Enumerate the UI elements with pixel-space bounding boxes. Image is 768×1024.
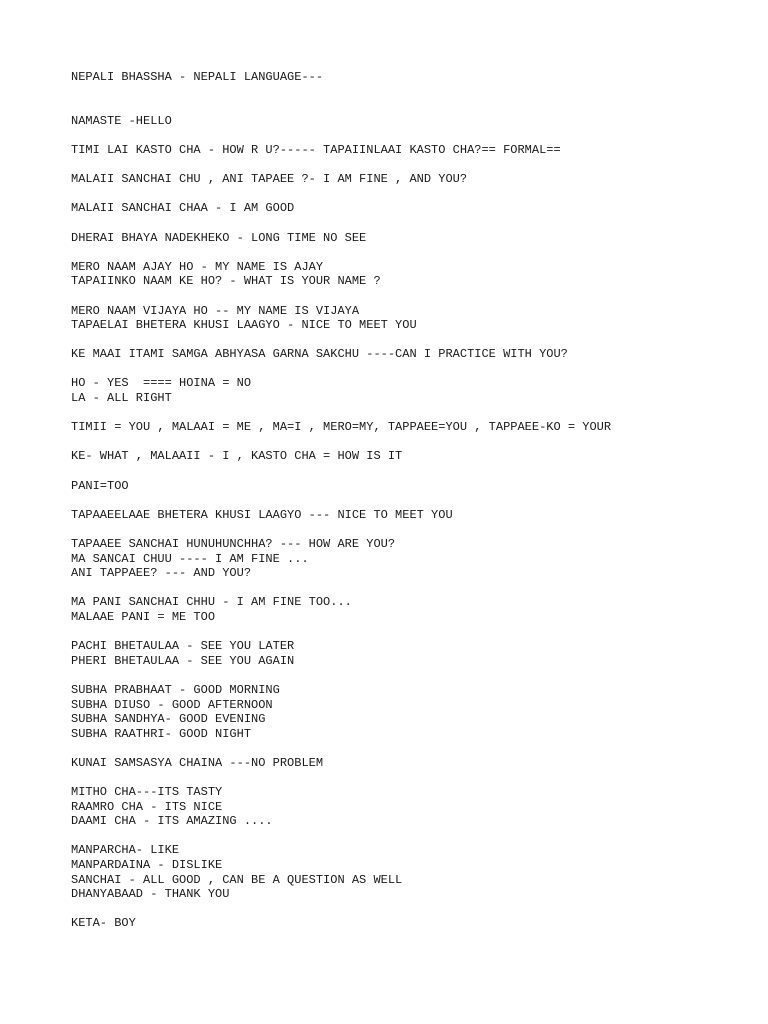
phrase-line: MA PANI SANCHAI CHHU - I AM FINE TOO... (71, 595, 352, 610)
phrase-line: KUNAI SAMSASYA CHAINA ---NO PROBLEM (71, 755, 324, 770)
phrase-line: MERO NAAM VIJAYA HO -- MY NAME IS VIJAYA (71, 303, 360, 318)
phrase-block (71, 172, 748, 187)
document-title: NEPALI BHASSHA - NEPALI LANGUAGE--- (71, 70, 324, 84)
phrase-line: HO - YES ==== HOINA = NO (71, 376, 252, 391)
phrase-line: TIMII = YOU , MALAAI = ME , MA=I , MERO=MY, TAPPAEE=YOU , TAPPAEE-KO = YOUR (71, 420, 612, 435)
phrase-line: MALAAE PANI = ME TOO (71, 609, 216, 624)
phrase-line: MANPARCHA- LIKE (71, 843, 180, 858)
phrase-line: NAMASTE -HELLO (71, 113, 172, 128)
phrase-line: TAPAAEELAAE BHETERA KHUSI LAAGYO --- NICE TO MEET YOU (71, 507, 453, 522)
phrase-line: SANCHAI - ALL GOOD , CAN BE A QUESTION AS WELL (71, 872, 403, 887)
phrase-line: DHANYABAAD - THANK YOU (71, 887, 230, 902)
phrase-line: TAPAIINKO NAAM KE HO? - WHAT IS YOUR NAME ? (71, 274, 381, 289)
phrase-block (71, 304, 748, 333)
phrase-line: MA SANCAI CHUU ---- I AM FINE ... (71, 551, 309, 566)
phrase-line: MITHO CHA---ITS TASTY (71, 785, 223, 800)
phrase-line: ANI TAPPAEE? --- AND YOU? (71, 566, 252, 581)
phrase-block (71, 595, 748, 624)
phrase-line: KETA- BOY (71, 916, 136, 931)
document-title-block (71, 70, 748, 85)
phrase-block (71, 201, 748, 216)
phrase-block (71, 683, 748, 741)
phrase-line: PACHI BHETAULAA - SEE YOU LATER (71, 639, 295, 654)
phrase-line: LA - ALL RIGHT (71, 391, 172, 406)
phrase-block (71, 420, 748, 435)
phrase-line: MANPARDAINA - DISLIKE (71, 858, 223, 873)
phrase-line: SUBHA SANDHYA- GOOD EVENING (71, 712, 266, 727)
phrase-block (71, 537, 748, 581)
phrase-line: TAPAAEE SANCHAI HUNUHUNCHHA? --- HOW ARE YOU? (71, 537, 396, 551)
phrase-block (71, 916, 748, 931)
phrase-block (71, 143, 748, 158)
phrase-block (71, 508, 748, 523)
phrase-block (71, 843, 748, 901)
phrase-line: TIMI LAI KASTO CHA - HOW R U?----- TAPAIINLAAI KASTO CHA?== FORMAL== (71, 142, 561, 157)
phrase-line: KE- WHAT , MALAAII - I , KASTO CHA = HOW IS IT (71, 449, 403, 464)
phrase-block (71, 376, 748, 405)
phrase-block (71, 639, 748, 668)
phrase-line: TAPAELAI BHETERA KHUSI LAAGYO - NICE TO MEET YOU (71, 318, 417, 333)
phrase-block (71, 479, 748, 494)
phrase-block (71, 347, 748, 362)
phrase-block (71, 260, 748, 289)
phrase-line: SUBHA PRABHAAT - GOOD MORNING (71, 682, 280, 697)
phrase-line: MERO NAAM AJAY HO - MY NAME IS AJAY (71, 259, 324, 274)
phrase-line: MALAII SANCHAI CHAA - I AM GOOD (71, 201, 295, 216)
phrase-line: SUBHA RAATHRI- GOOD NIGHT (71, 726, 252, 741)
phrase-line: PANI=TOO (71, 478, 129, 493)
phrase-line: PHERI BHETAULAA - SEE YOU AGAIN (71, 653, 295, 668)
phrase-line: KE MAAI ITAMI SAMGA ABHYASA GARNA SAKCHU ----CAN I PRACTICE WITH YOU? (71, 347, 568, 362)
phrase-line: DAAMI CHA - ITS AMAZING .... (71, 814, 273, 829)
phrase-block (71, 785, 748, 829)
phrase-line: RAAMRO CHA - ITS NICE (71, 799, 223, 814)
phrase-block (71, 231, 748, 246)
phrase-line: DHERAI BHAYA NADEKHEKO - LONG TIME NO SEE (71, 230, 367, 245)
phrase-block (71, 449, 748, 464)
phrase-line: MALAII SANCHAI CHU , ANI TAPAEE ?- I AM FINE , AND YOU? (71, 172, 468, 187)
phrase-block (71, 114, 748, 129)
phrase-line: SUBHA DIUSO - GOOD AFTERNOON (71, 697, 273, 712)
document-page (71, 70, 748, 946)
phrase-block (71, 756, 748, 771)
